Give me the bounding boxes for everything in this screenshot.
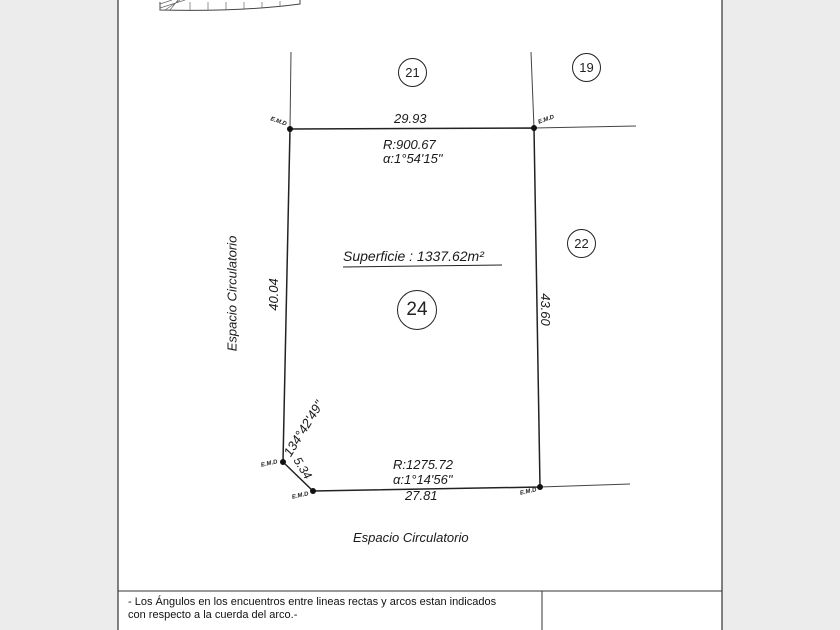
monument-label-chamfer: E.M.D [260,459,279,469]
left-length: 40.04 [265,278,281,311]
chamfer-angle: 134°42'49" [280,397,327,460]
note-line-2: con respecto a la cuerda del arco.- [128,609,298,621]
monument-bottom-left [310,488,316,494]
neighbor-22: 22 [574,236,589,251]
neighbor-22-circle [567,229,596,258]
neighbor-19-circle [572,53,601,82]
monument-label-top-right: E.M.D [537,114,556,126]
lot-number-circle [397,290,437,330]
right-length: 43.60 [537,293,553,326]
monument-top-right [531,125,537,131]
monument-bottom-right [537,484,543,490]
neighbor-19: 19 [579,60,594,75]
monument-label-bottom-left: E.M.D [291,491,310,501]
bottom-length: 27.81 [405,488,438,503]
neighbor-21-circle [398,58,427,87]
left-street-label: Espacio Circulatorio [224,235,240,352]
bottom-arc-radius: R:1275.72 [393,457,453,472]
monument-label-top-left: E.M.D [269,116,288,128]
notes [128,596,496,622]
monument-chamfer [280,459,286,465]
neighbor-21: 21 [405,65,420,80]
monument-top-left [287,126,293,132]
area-label: Superficie : 1337.62m² [343,248,484,264]
bottom-arc-angle: α:1°14'56" [393,472,453,487]
top-arc-radius: R:900.67 [383,137,436,152]
lot-number: 24 [406,299,428,320]
monument-label-bottom-right: E.M.D [519,487,538,497]
chamfer-length: 5.34 [290,454,315,482]
note-line-1: - Los Ángulos en los encuentros entre lineas rectas y arcos estan indicados [128,596,497,608]
bottom-street-label: Espacio Circulatorio [353,530,469,545]
top-arc-angle: α:1°54'15" [383,151,443,166]
top-length: 29.93 [394,111,427,126]
